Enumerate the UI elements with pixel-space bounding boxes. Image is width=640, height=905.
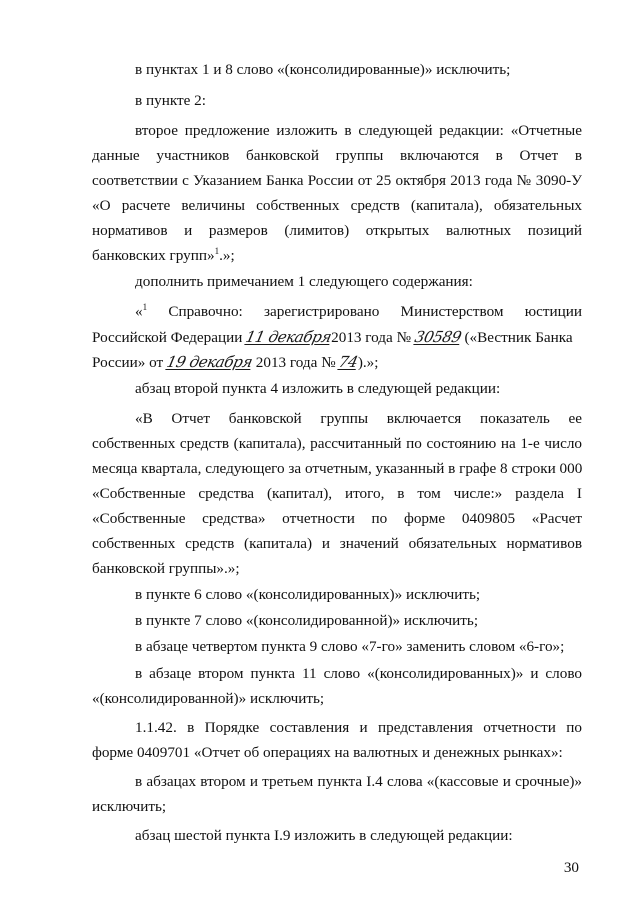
handwritten-number: 30589 [412,328,463,346]
text-line: второе предложение изложить в следующей редакции: «Отчетные [135,122,582,139]
text-line: банковской группы».»; [92,560,240,577]
line-text: России» от [92,354,167,371]
handwritten-date: 19 декабря [165,353,254,371]
text-line: абзац шестой пункта I.9 изложить в следующей редакции: [135,827,513,844]
text-line: в абзаце четвертом пункта 9 слово «7-го» заменить словом «6-го»; [135,638,565,655]
text-line: в абзацах втором и третьем пункта I.4 слова «(кассовые и срочные)» [135,773,582,790]
text-line [135,302,582,322]
quote-mark: « [135,303,143,320]
text-line: исключить; [92,798,167,815]
text-line: форме 0409701 «Отчет об операциях на валютных и денежных рынках»: [92,744,563,761]
footnote-ref: 1 [142,301,148,312]
line-text: Российской Федерации [92,329,247,346]
text-line: «О расчете величины собственных средств (капитала), обязательных [92,197,582,214]
page-number: 30 [563,859,579,876]
text-line: в абзаце втором пункта 11 слово «(консолидированных)» и слово [135,665,582,682]
text-line: нормативов и размеров (лимитов) открытых валютных позиций [92,222,582,239]
line-text: Справочно: зарегистрировано Министерством юстиции [147,303,582,320]
text-line: в пункте 2: [135,92,206,109]
text-line: месяца квартала, следующего за отчетным, указанный в графе 8 строки 000 [92,460,583,477]
text-line: в пункте 7 слово «(консолидированной)» исключить; [135,612,479,629]
footnote-ref: 1 [214,245,220,256]
text-line: абзац второй пункта 4 изложить в следующей редакции: [135,380,501,397]
text-line [92,352,582,373]
text-line: соответствии с Указанием Банка России от 25 октября 2013 года № 3090-У [92,172,582,189]
handwritten-date: 11 декабря [244,328,334,346]
line-text: ).»; [357,354,379,371]
text-line: «В Отчет банковской группы включается показатель ее [135,410,582,427]
text-line: «Собственные средства (капитал), итого, в том числе:» раздела I [92,485,582,502]
line-text: 2013 года № [331,329,415,346]
text-line: собственных средств (капитала) и значений обязательных нормативов [92,535,582,552]
text-line: в пунктах 1 и 8 слово «(консолидированные)» исключить; [135,61,511,78]
text-line: «Собственные средства» отчетности по форме 0409805 «Расчет [92,510,582,527]
text-line: дополнить примечанием 1 следующего содержания: [135,273,473,290]
text-line [92,246,582,266]
line-text: .»; [219,247,235,264]
line-text: («Вестник Банка [460,329,573,346]
handwritten-number: 74 [337,353,360,371]
text-line [92,327,582,348]
line-text: 2013 года № [251,354,340,371]
text-line: данные участников банковской группы включаются в Отчет в [92,147,582,164]
text-line: «(консолидированной)» исключить; [92,690,325,707]
text-line: собственных средств (капитала), рассчитанный по состоянию на 1-е число [92,435,582,452]
text-line: в пункте 6 слово «(консолидированных)» исключить; [135,586,481,603]
line-text: банковских групп» [92,247,215,264]
text-line: 1.1.42. в Порядке составления и представления отчетности по [135,719,582,736]
